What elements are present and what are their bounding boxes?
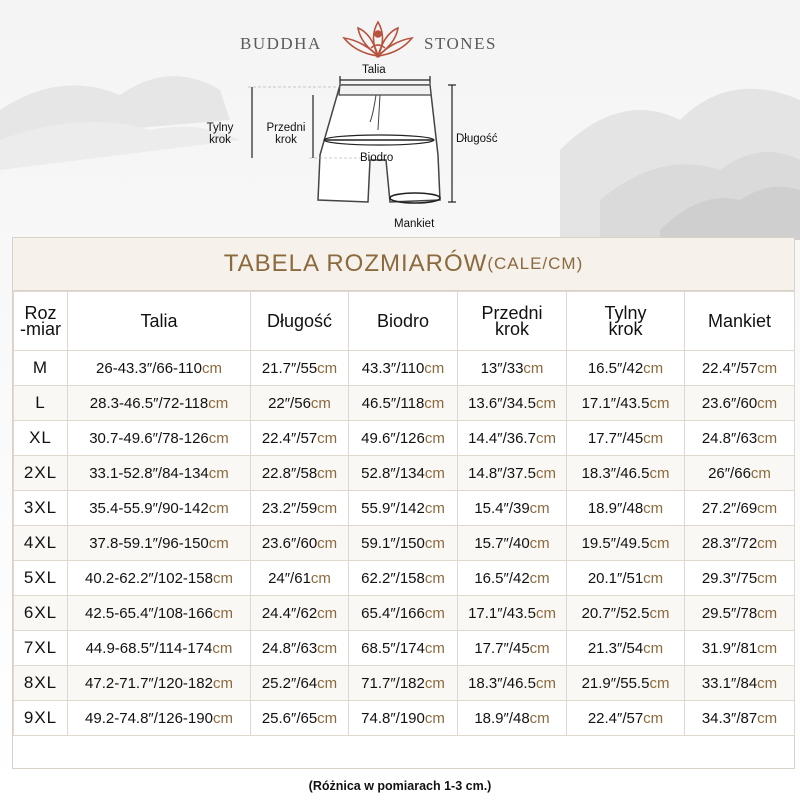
measurement-cell <box>685 421 795 456</box>
size-cell: 2XL <box>14 456 68 491</box>
measurement-unit: cm <box>535 604 556 622</box>
measurement-value: 30.7-49.6″/78-126 <box>89 429 209 447</box>
measurement-value: 14.4″/36.7 <box>468 429 536 447</box>
measurement-cell <box>251 666 349 701</box>
size-cell: XL <box>14 421 68 456</box>
measurement-value: 44.9-68.5″/114-174 <box>85 639 213 657</box>
measurement-cell <box>349 491 458 526</box>
measurement-unit: cm <box>643 499 664 517</box>
measurement-cell <box>458 386 567 421</box>
measurement-value: 47.2-71.7″/120-182 <box>85 674 213 692</box>
measurement-value: 17.1″/43.5 <box>468 604 536 622</box>
measurement-value: 40.2-62.2″/102-158 <box>85 569 213 587</box>
measurement-value: 20.7″/52.5 <box>581 604 650 622</box>
measurement-unit: cm <box>643 639 664 657</box>
table-title: TABELA ROZMIARÓW <box>223 250 488 277</box>
measurement-value: 35.4-55.9″/90-142 <box>89 499 209 517</box>
measurement-value: 19.5″/49.5 <box>581 534 650 552</box>
measurement-unit: cm <box>757 639 778 657</box>
measurement-value: 33.1″/84 <box>701 674 758 692</box>
measurement-unit: cm <box>757 569 778 587</box>
brand-name-right: STONES <box>424 34 497 53</box>
column-header: Tylny krok <box>567 292 685 351</box>
table-row <box>14 491 795 526</box>
measurement-value: 23.6″/60 <box>701 394 758 412</box>
measurement-unit: cm <box>649 534 670 552</box>
measurement-unit: cm <box>529 639 550 657</box>
column-header: Długość <box>251 292 349 351</box>
measurement-cell <box>458 701 567 736</box>
measurement-unit: cm <box>523 359 544 377</box>
measurement-value: 65.4″/166 <box>361 604 425 622</box>
measurement-unit: cm <box>208 429 229 447</box>
measurement-value: 22″/56 <box>268 394 311 412</box>
measurement-unit: cm <box>310 569 331 587</box>
measurement-cell <box>349 666 458 701</box>
measurement-value: 49.2-74.8″/126-190 <box>85 709 213 727</box>
measurement-unit: cm <box>643 569 664 587</box>
table-row <box>14 526 795 561</box>
measurement-unit: cm <box>750 464 771 482</box>
measurement-value: 62.2″/158 <box>361 569 425 587</box>
measurement-value: 17.1″/43.5 <box>581 394 650 412</box>
measurement-cell <box>685 386 795 421</box>
measurement-value: 43.3″/110 <box>361 359 425 377</box>
measurement-unit: cm <box>529 569 550 587</box>
measurement-unit: cm <box>649 464 670 482</box>
measurement-unit: cm <box>529 534 550 552</box>
table-header-row <box>14 292 795 351</box>
size-cell: 3XL <box>14 491 68 526</box>
measurement-unit: cm <box>535 394 556 412</box>
measurement-unit: cm <box>757 359 778 377</box>
measurement-unit: cm <box>529 499 550 517</box>
size-cell: 5XL <box>14 561 68 596</box>
measurement-unit: cm <box>535 429 556 447</box>
table-body <box>14 351 795 736</box>
shorts-outline-icon <box>190 60 520 235</box>
length-label: Długość <box>456 133 498 145</box>
measurement-value: 18.9″/48 <box>474 709 530 727</box>
measurement-unit: cm <box>208 499 229 517</box>
measurement-unit: cm <box>757 429 778 447</box>
measurement-unit: cm <box>317 639 338 657</box>
measurement-cell <box>68 421 251 456</box>
measurement-unit: cm <box>649 674 670 692</box>
measurement-value: 21.7″/55 <box>261 359 318 377</box>
measurement-unit: cm <box>424 534 445 552</box>
measurement-cell <box>567 386 685 421</box>
measurement-cell <box>251 631 349 666</box>
column-header: Biodro <box>349 292 458 351</box>
measurement-cell <box>251 596 349 631</box>
measurement-cell <box>458 561 567 596</box>
measurement-unit: cm <box>757 394 778 412</box>
measurement-value: 23.6″/60 <box>261 534 318 552</box>
column-header: Talia <box>68 292 251 351</box>
measurement-cell <box>251 491 349 526</box>
measurement-unit: cm <box>649 394 670 412</box>
measurement-cell <box>251 386 349 421</box>
measurement-cell <box>251 701 349 736</box>
measurement-cell <box>685 351 795 386</box>
measurement-unit: cm <box>317 429 338 447</box>
measurement-cell <box>685 701 795 736</box>
measurement-value: 28.3″/72 <box>701 534 758 552</box>
measurement-value: 26-43.3″/66-110 <box>96 359 202 377</box>
measurement-value: 42.5-65.4″/108-166 <box>85 604 213 622</box>
measurement-cell <box>685 561 795 596</box>
measurement-footnote: (Różnica w pomiarach 1-3 cm.) <box>308 779 492 793</box>
measurement-value: 29.3″/75 <box>701 569 758 587</box>
measurement-unit: cm <box>310 394 331 412</box>
measurement-cell <box>68 631 251 666</box>
measurement-cell <box>685 596 795 631</box>
measurement-cell <box>349 596 458 631</box>
measurement-cell <box>567 491 685 526</box>
waist-label: Talia <box>362 64 386 76</box>
measurement-unit: cm <box>317 674 338 692</box>
table-row <box>14 701 795 736</box>
measurement-unit: cm <box>424 429 445 447</box>
measurement-unit: cm <box>317 499 338 517</box>
measurement-cell <box>68 526 251 561</box>
table-row <box>14 386 795 421</box>
size-cell: M <box>14 351 68 386</box>
measurement-cell <box>567 351 685 386</box>
measurement-cell <box>685 526 795 561</box>
measurement-value: 18.3″/46.5 <box>468 674 536 692</box>
measurement-value: 21.3″/54 <box>587 639 644 657</box>
measurement-unit: cm <box>424 674 445 692</box>
measurement-value: 14.8″/37.5 <box>468 464 536 482</box>
measurement-value: 31.9″/81 <box>701 639 758 657</box>
measurement-value: 24.4″/62 <box>261 604 318 622</box>
table-row <box>14 666 795 701</box>
column-header: Mankiet <box>685 292 795 351</box>
table-row <box>14 456 795 491</box>
measurement-cell <box>685 666 795 701</box>
measurement-cell <box>567 666 685 701</box>
measurement-unit: cm <box>212 709 233 727</box>
table-row <box>14 631 795 666</box>
measurement-cell <box>458 666 567 701</box>
measurement-value: 24″/61 <box>268 569 311 587</box>
measurement-cell <box>349 421 458 456</box>
brand-name-left: BUDDHA <box>240 34 322 53</box>
measurement-cell <box>567 561 685 596</box>
measurement-unit: cm <box>317 709 338 727</box>
measurement-unit: cm <box>529 709 550 727</box>
measurement-cell <box>458 491 567 526</box>
measurement-value: 33.1-52.8″/84-134 <box>89 464 209 482</box>
measurement-unit: cm <box>208 464 229 482</box>
measurement-value: 24.8″/63 <box>261 639 318 657</box>
measurement-unit: cm <box>424 639 445 657</box>
measurement-cell <box>349 561 458 596</box>
measurement-value: 55.9″/142 <box>361 499 425 517</box>
measurement-cell <box>567 596 685 631</box>
size-cell: 7XL <box>14 631 68 666</box>
measurement-cell <box>68 596 251 631</box>
measurement-unit: cm <box>212 604 233 622</box>
measurement-unit: cm <box>212 639 233 657</box>
measurement-cell <box>251 351 349 386</box>
measurement-unit: cm <box>424 464 445 482</box>
table-row <box>14 561 795 596</box>
size-cell: 9XL <box>14 701 68 736</box>
measurement-value: 49.6″/126 <box>361 429 425 447</box>
measurement-value: 27.2″/69 <box>701 499 758 517</box>
measurement-unit: cm <box>424 359 445 377</box>
measurement-value: 13.6″/34.5 <box>468 394 536 412</box>
measurement-cell <box>68 561 251 596</box>
measurement-cell <box>567 701 685 736</box>
measurement-value: 25.6″/65 <box>261 709 318 727</box>
measurement-value: 18.3″/46.5 <box>581 464 650 482</box>
measurement-unit: cm <box>649 604 670 622</box>
measurement-value: 71.7″/182 <box>361 674 425 692</box>
measurement-unit: cm <box>201 359 222 377</box>
measurement-unit: cm <box>643 429 664 447</box>
measurement-unit: cm <box>757 709 778 727</box>
measurement-value: 37.8-59.1″/96-150 <box>89 534 209 552</box>
measurement-value: 13″/33 <box>480 359 524 377</box>
measurement-value: 29.5″/78 <box>701 604 758 622</box>
measurement-cell <box>685 491 795 526</box>
measurement-value: 52.8″/134 <box>361 464 425 482</box>
measurement-value: 24.8″/63 <box>701 429 758 447</box>
measurement-unit: cm <box>424 604 445 622</box>
measurement-value: 22.4″/57 <box>701 359 758 377</box>
measurement-cell <box>349 701 458 736</box>
measurement-cell <box>68 351 251 386</box>
size-cell: 4XL <box>14 526 68 561</box>
measurement-unit: cm <box>208 394 229 412</box>
measurement-unit: cm <box>757 674 778 692</box>
measurement-value: 15.7″/40 <box>474 534 530 552</box>
measurement-cell <box>567 526 685 561</box>
measurement-value: 22.4″/57 <box>261 429 318 447</box>
size-cell: 6XL <box>14 596 68 631</box>
size-cell: L <box>14 386 68 421</box>
measurement-cell <box>349 351 458 386</box>
measurement-value: 34.3″/87 <box>701 709 758 727</box>
table-row <box>14 421 795 456</box>
measurement-value: 59.1″/150 <box>361 534 425 552</box>
shorts-measurement-diagram <box>190 60 520 235</box>
size-table <box>13 291 795 736</box>
measurement-unit: cm <box>424 569 445 587</box>
measurement-value: 20.1″/51 <box>587 569 644 587</box>
measurement-value: 68.5″/174 <box>361 639 425 657</box>
measurement-cell <box>349 456 458 491</box>
column-header: Przedni krok <box>458 292 567 351</box>
measurement-value: 46.5″/118 <box>361 394 425 412</box>
measurement-unit: cm <box>212 569 233 587</box>
measurement-value: 22.4″/57 <box>587 709 644 727</box>
measurement-unit: cm <box>757 499 778 517</box>
measurement-cell <box>685 456 795 491</box>
measurement-unit: cm <box>317 359 338 377</box>
measurement-unit: cm <box>643 709 664 727</box>
hip-label: Biodro <box>360 152 394 164</box>
table-title-row <box>13 238 794 291</box>
measurement-unit: cm <box>535 464 556 482</box>
table-title-units: (CALE/CM) <box>487 254 584 273</box>
measurement-value: 16.5″/42 <box>474 569 530 587</box>
measurement-unit: cm <box>643 359 664 377</box>
measurement-value: 23.2″/59 <box>261 499 318 517</box>
measurement-unit: cm <box>424 394 445 412</box>
measurement-unit: cm <box>317 604 338 622</box>
measurement-value: 26″/66 <box>708 464 751 482</box>
measurement-cell <box>68 386 251 421</box>
measurement-unit: cm <box>757 604 778 622</box>
measurement-cell <box>567 456 685 491</box>
measurement-cell <box>458 351 567 386</box>
measurement-cell <box>567 631 685 666</box>
measurement-cell <box>567 421 685 456</box>
size-chart-table <box>12 237 795 769</box>
measurement-cell <box>685 631 795 666</box>
measurement-cell <box>68 701 251 736</box>
measurement-cell <box>349 631 458 666</box>
measurement-value: 28.3-46.5″/72-118 <box>89 394 209 412</box>
measurement-cell <box>251 456 349 491</box>
measurement-cell <box>251 421 349 456</box>
measurement-cell <box>68 666 251 701</box>
measurement-unit: cm <box>208 534 229 552</box>
measurement-cell <box>349 386 458 421</box>
front-rise-label: Przedni krok <box>266 122 306 146</box>
measurement-unit: cm <box>424 499 445 517</box>
measurement-value: 21.9″/55.5 <box>581 674 650 692</box>
leg-opening-label: Mankiet <box>394 218 435 230</box>
size-cell: 8XL <box>14 666 68 701</box>
measurement-unit: cm <box>317 464 338 482</box>
measurement-value: 17.7″/45 <box>474 639 530 657</box>
measurement-cell <box>68 491 251 526</box>
measurement-value: 15.4″/39 <box>474 499 530 517</box>
measurement-unit: cm <box>535 674 556 692</box>
measurement-cell <box>458 631 567 666</box>
measurement-cell <box>251 561 349 596</box>
measurement-value: 25.2″/64 <box>261 674 318 692</box>
measurement-cell <box>458 421 567 456</box>
measurement-value: 18.9″/48 <box>587 499 644 517</box>
measurement-value: 74.8″/190 <box>361 709 425 727</box>
measurement-cell <box>251 526 349 561</box>
measurement-cell <box>458 526 567 561</box>
measurement-unit: cm <box>212 674 233 692</box>
measurement-cell <box>68 456 251 491</box>
measurement-value: 16.5″/42 <box>587 359 644 377</box>
table-row <box>14 351 795 386</box>
measurement-value: 17.7″/45 <box>587 429 644 447</box>
measurement-unit: cm <box>424 709 445 727</box>
measurement-cell <box>458 456 567 491</box>
column-header: Roz -miar <box>14 292 68 351</box>
lotus-logo-icon <box>338 14 418 66</box>
table-row <box>14 596 795 631</box>
measurement-unit: cm <box>317 534 338 552</box>
measurement-unit: cm <box>757 534 778 552</box>
back-rise-label: Tylny krok <box>206 122 234 146</box>
measurement-value: 22.8″/58 <box>261 464 318 482</box>
measurement-cell <box>458 596 567 631</box>
measurement-cell <box>349 526 458 561</box>
